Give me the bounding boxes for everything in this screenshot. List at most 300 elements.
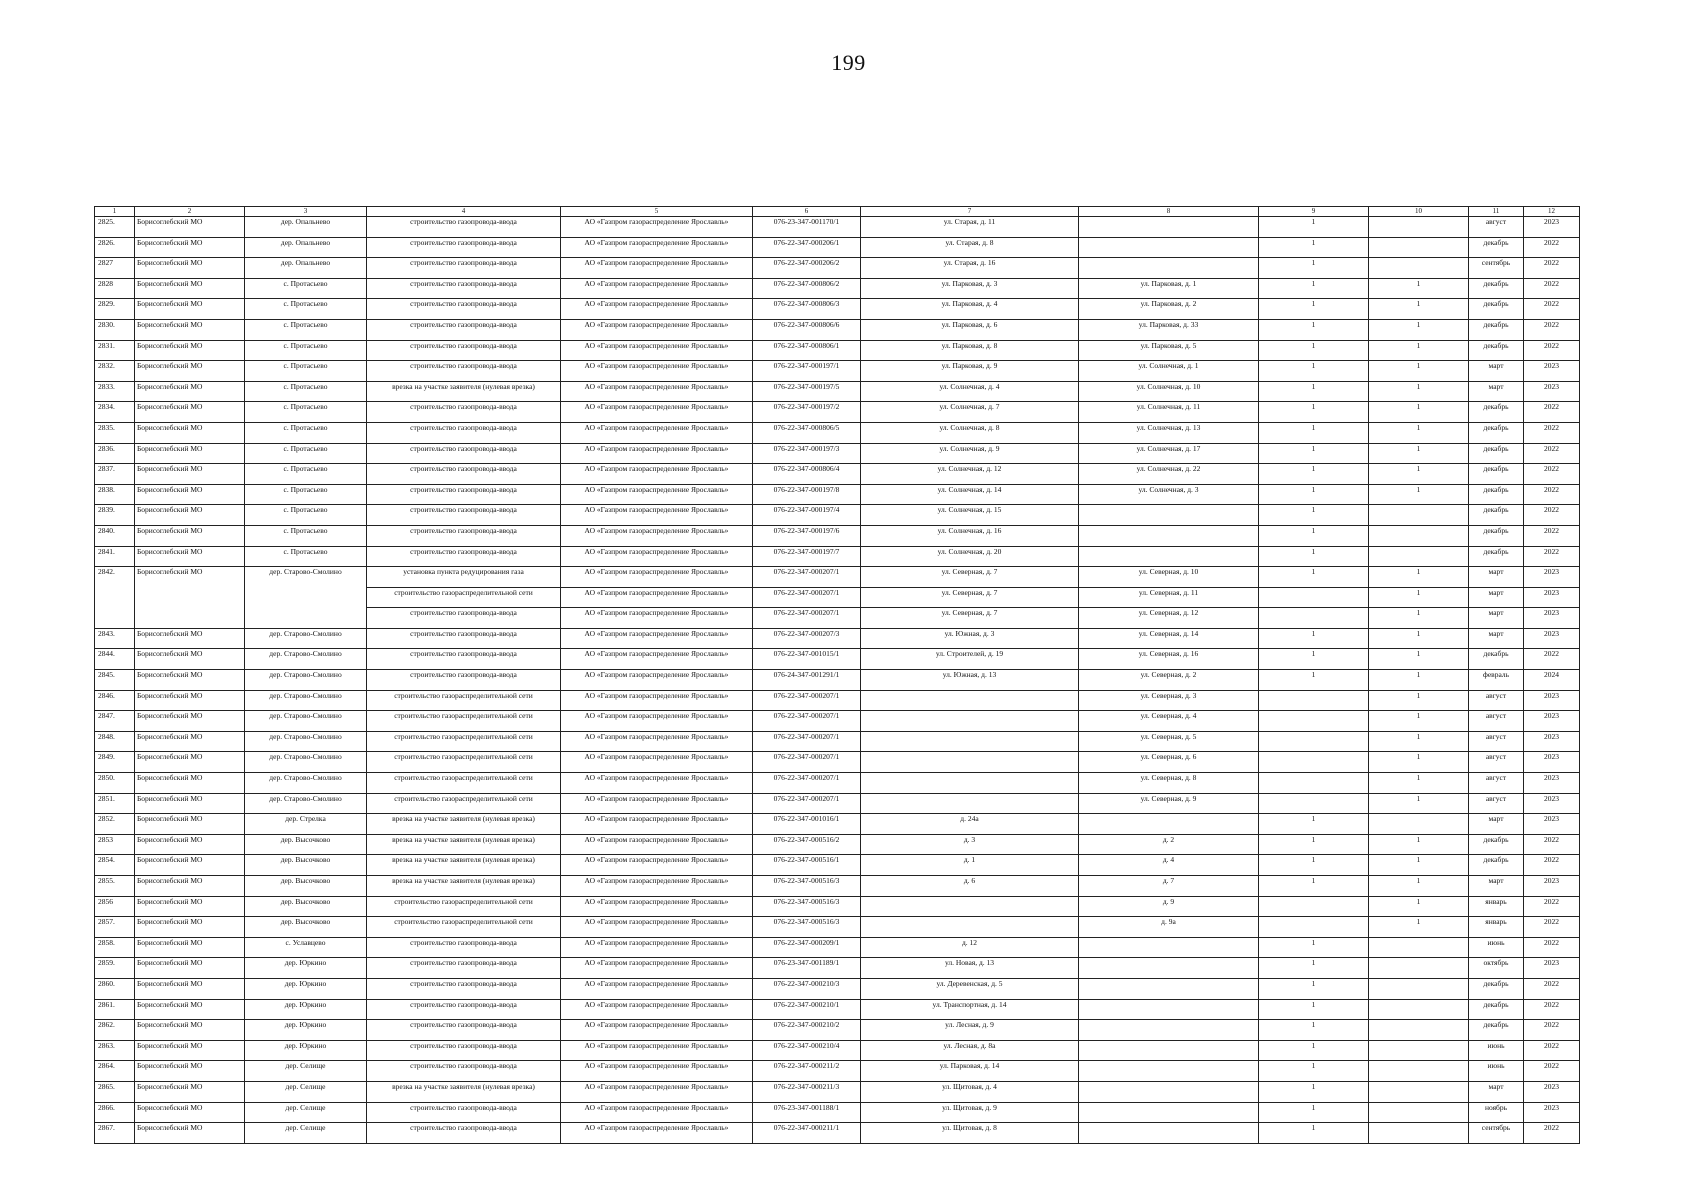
row-number: 2835. xyxy=(95,422,135,443)
table-row xyxy=(95,1081,1580,1102)
organization: АО «Газпром газораспределение Ярославль» xyxy=(561,670,753,691)
address-col8 xyxy=(1079,546,1259,567)
row-number: 2829. xyxy=(95,299,135,320)
month: август xyxy=(1469,793,1524,814)
row-number: 2828 xyxy=(95,278,135,299)
work-type: строительство газопровода-ввода xyxy=(367,1061,561,1082)
table-row xyxy=(95,443,1580,464)
count-col9: 1 xyxy=(1259,484,1369,505)
document-number: 076-22-347-000207/1 xyxy=(753,690,861,711)
address-col7: ул. Лесная, д. 9 xyxy=(861,1020,1079,1041)
document-number: 076-22-347-000207/1 xyxy=(753,587,861,608)
address-col7: ул. Парковая, д. 9 xyxy=(861,361,1079,382)
address-col8: ул. Северная, д. 6 xyxy=(1079,752,1259,773)
count-col9: 1 xyxy=(1259,340,1369,361)
municipality: Борисоглебский МО xyxy=(135,278,245,299)
count-col9 xyxy=(1259,587,1369,608)
count-col10: 1 xyxy=(1369,793,1469,814)
settlement: дер. Селище xyxy=(245,1081,367,1102)
address-col8 xyxy=(1079,1020,1259,1041)
row-number: 2847. xyxy=(95,711,135,732)
address-col7: ул. Деревенская, д. 5 xyxy=(861,978,1079,999)
row-number: 2850. xyxy=(95,773,135,794)
work-type: строительство газораспределительной сети xyxy=(367,752,561,773)
work-type: врезка на участке заявителя (нулевая врезка) xyxy=(367,1081,561,1102)
document-number: 076-22-347-000210/3 xyxy=(753,978,861,999)
organization: АО «Газпром газораспределение Ярославль» xyxy=(561,773,753,794)
count-col9: 1 xyxy=(1259,299,1369,320)
address-col8: ул. Северная, д. 9 xyxy=(1079,793,1259,814)
settlement: дер. Опальнево xyxy=(245,237,367,258)
year: 2022 xyxy=(1524,937,1580,958)
column-header: 2 xyxy=(135,207,245,217)
settlement: дер. Старово-Смолино xyxy=(245,690,367,711)
address-col7 xyxy=(861,731,1079,752)
year: 2023 xyxy=(1524,1102,1580,1123)
year: 2022 xyxy=(1524,1040,1580,1061)
municipality: Борисоглебский МО xyxy=(135,855,245,876)
page-number: 199 xyxy=(831,50,866,75)
municipality: Борисоглебский МО xyxy=(135,711,245,732)
table-row xyxy=(95,1040,1580,1061)
row-number: 2848. xyxy=(95,731,135,752)
row-number: 2860. xyxy=(95,978,135,999)
address-col7: ул. Солнечная, д. 14 xyxy=(861,484,1079,505)
count-col10: 1 xyxy=(1369,711,1469,732)
document-number: 076-22-347-000207/1 xyxy=(753,773,861,794)
row-number: 2836. xyxy=(95,443,135,464)
address-col8: ул. Северная, д. 3 xyxy=(1079,690,1259,711)
work-type: строительство газопровода-ввода xyxy=(367,978,561,999)
work-type: строительство газопровода-ввода xyxy=(367,628,561,649)
address-col8: ул. Северная, д. 16 xyxy=(1079,649,1259,670)
count-col10: 1 xyxy=(1369,896,1469,917)
work-type: строительство газопровода-ввода xyxy=(367,422,561,443)
table-row xyxy=(95,999,1580,1020)
organization: АО «Газпром газораспределение Ярославль» xyxy=(561,1081,753,1102)
address-col8: ул. Солнечная, д. 22 xyxy=(1079,464,1259,485)
municipality: Борисоглебский МО xyxy=(135,876,245,897)
year: 2023 xyxy=(1524,793,1580,814)
document-number: 076-22-347-000211/1 xyxy=(753,1123,861,1144)
month: декабрь xyxy=(1469,978,1524,999)
document-number: 076-22-347-000197/3 xyxy=(753,443,861,464)
settlement: дер. Высочково xyxy=(245,834,367,855)
table-row xyxy=(95,464,1580,485)
month: январь xyxy=(1469,917,1524,938)
organization: АО «Газпром газораспределение Ярославль» xyxy=(561,999,753,1020)
count-col9: 1 xyxy=(1259,505,1369,526)
municipality: Борисоглебский МО xyxy=(135,340,245,361)
organization: АО «Газпром газораспределение Ярославль» xyxy=(561,752,753,773)
work-type: строительство газораспределительной сети xyxy=(367,711,561,732)
organization: АО «Газпром газораспределение Ярославль» xyxy=(561,381,753,402)
address-col7 xyxy=(861,690,1079,711)
address-col8 xyxy=(1079,999,1259,1020)
settlement: дер. Старово-Смолино xyxy=(245,793,367,814)
count-col9: 1 xyxy=(1259,402,1369,423)
organization: АО «Газпром газораспределение Ярославль» xyxy=(561,464,753,485)
address-col8: ул. Солнечная, д. 11 xyxy=(1079,402,1259,423)
document-number: 076-22-347-000197/8 xyxy=(753,484,861,505)
count-col9 xyxy=(1259,752,1369,773)
organization: АО «Газпром газораспределение Ярославль» xyxy=(561,1020,753,1041)
municipality: Борисоглебский МО xyxy=(135,814,245,835)
year: 2022 xyxy=(1524,484,1580,505)
settlement: дер. Старово-Смолино xyxy=(245,731,367,752)
work-type: строительство газопровода-ввода xyxy=(367,1123,561,1144)
column-header: 12 xyxy=(1524,207,1580,217)
year: 2023 xyxy=(1524,567,1580,588)
row-number: 2832. xyxy=(95,361,135,382)
row-number: 2825. xyxy=(95,217,135,238)
address-col8: ул. Парковая, д. 1 xyxy=(1079,278,1259,299)
address-col7: ул. Старая, д. 11 xyxy=(861,217,1079,238)
count-col10: 1 xyxy=(1369,361,1469,382)
count-col10 xyxy=(1369,1061,1469,1082)
year: 2022 xyxy=(1524,649,1580,670)
row-number: 2858. xyxy=(95,937,135,958)
year: 2022 xyxy=(1524,546,1580,567)
organization: АО «Газпром газораспределение Ярославль» xyxy=(561,896,753,917)
count-col10: 1 xyxy=(1369,731,1469,752)
municipality: Борисоглебский МО xyxy=(135,773,245,794)
row-number: 2866. xyxy=(95,1102,135,1123)
settlement: с. Уславцево xyxy=(245,937,367,958)
municipality: Борисоглебский МО xyxy=(135,443,245,464)
count-col9: 1 xyxy=(1259,525,1369,546)
table-row xyxy=(95,319,1580,340)
settlement: с. Протасьево xyxy=(245,299,367,320)
address-col8: д. 2 xyxy=(1079,834,1259,855)
table-row xyxy=(95,1123,1580,1144)
year: 2023 xyxy=(1524,608,1580,629)
organization: АО «Газпром газораспределение Ярославль» xyxy=(561,628,753,649)
count-col10 xyxy=(1369,1123,1469,1144)
municipality: Борисоглебский МО xyxy=(135,896,245,917)
year: 2022 xyxy=(1524,1061,1580,1082)
table-row xyxy=(95,731,1580,752)
address-col8: ул. Солнечная, д. 10 xyxy=(1079,381,1259,402)
count-col10 xyxy=(1369,1020,1469,1041)
settlement: дер. Старово-Смолино xyxy=(245,711,367,732)
count-col9: 1 xyxy=(1259,1020,1369,1041)
count-col9: 1 xyxy=(1259,628,1369,649)
organization: АО «Газпром газораспределение Ярославль» xyxy=(561,608,753,629)
work-type: врезка на участке заявителя (нулевая врезка) xyxy=(367,381,561,402)
address-col8: ул. Северная, д. 10 xyxy=(1079,567,1259,588)
document-number: 076-22-347-000210/2 xyxy=(753,1020,861,1041)
row-number: 2852. xyxy=(95,814,135,835)
table-row xyxy=(95,340,1580,361)
document-number: 076-22-347-000516/3 xyxy=(753,896,861,917)
row-number: 2845. xyxy=(95,670,135,691)
address-col7 xyxy=(861,793,1079,814)
address-col8: д. 9 xyxy=(1079,896,1259,917)
settlement: с. Протасьево xyxy=(245,278,367,299)
table-row xyxy=(95,278,1580,299)
count-col9 xyxy=(1259,690,1369,711)
settlement: дер. Селище xyxy=(245,1123,367,1144)
table-row xyxy=(95,711,1580,732)
document-number: 076-22-347-000806/2 xyxy=(753,278,861,299)
address-col7: ул. Солнечная, д. 7 xyxy=(861,402,1079,423)
count-col9 xyxy=(1259,608,1369,629)
month: сентябрь xyxy=(1469,1123,1524,1144)
organization: АО «Газпром газораспределение Ярославль» xyxy=(561,217,753,238)
count-col10: 1 xyxy=(1369,464,1469,485)
document-number: 076-22-347-000197/1 xyxy=(753,361,861,382)
column-header: 8 xyxy=(1079,207,1259,217)
month: август xyxy=(1469,752,1524,773)
address-col8: ул. Парковая, д. 2 xyxy=(1079,299,1259,320)
municipality: Борисоглебский МО xyxy=(135,381,245,402)
month: декабрь xyxy=(1469,525,1524,546)
document-number: 076-23-347-001170/1 xyxy=(753,217,861,238)
settlement: дер. Высочково xyxy=(245,917,367,938)
address-col7: ул. Лесная, д. 8а xyxy=(861,1040,1079,1061)
table-row xyxy=(95,422,1580,443)
row-number: 2864. xyxy=(95,1061,135,1082)
count-col9: 1 xyxy=(1259,999,1369,1020)
organization: АО «Газпром газораспределение Ярославль» xyxy=(561,711,753,732)
organization: АО «Газпром газораспределение Ярославль» xyxy=(561,1040,753,1061)
address-col8: ул. Северная, д. 14 xyxy=(1079,628,1259,649)
month: июнь xyxy=(1469,937,1524,958)
organization: АО «Газпром газораспределение Ярославль» xyxy=(561,1102,753,1123)
work-type: установка пункта редуцирования газа xyxy=(367,567,561,588)
work-type: строительство газопровода-ввода xyxy=(367,299,561,320)
table-row xyxy=(95,978,1580,999)
organization: АО «Газпром газораспределение Ярославль» xyxy=(561,1061,753,1082)
count-col10 xyxy=(1369,1040,1469,1061)
work-type: строительство газопровода-ввода xyxy=(367,361,561,382)
work-type: строительство газопровода-ввода xyxy=(367,505,561,526)
count-col9: 1 xyxy=(1259,834,1369,855)
month: август xyxy=(1469,773,1524,794)
year: 2023 xyxy=(1524,381,1580,402)
row-number: 2861. xyxy=(95,999,135,1020)
municipality: Борисоглебский МО xyxy=(135,917,245,938)
settlement: с. Протасьево xyxy=(245,484,367,505)
count-col9 xyxy=(1259,917,1369,938)
settlement: дер. Селище xyxy=(245,1102,367,1123)
settlement: дер. Стрелка xyxy=(245,814,367,835)
column-header: 11 xyxy=(1469,207,1524,217)
count-col9: 1 xyxy=(1259,1102,1369,1123)
count-col10: 1 xyxy=(1369,340,1469,361)
municipality: Борисоглебский МО xyxy=(135,690,245,711)
document-number: 076-23-347-001189/1 xyxy=(753,958,861,979)
table-row xyxy=(95,1102,1580,1123)
document-number: 076-22-347-000806/3 xyxy=(753,299,861,320)
address-col7: ул. Парковая, д. 4 xyxy=(861,299,1079,320)
municipality: Борисоглебский МО xyxy=(135,1040,245,1061)
count-col10 xyxy=(1369,258,1469,279)
row-number: 2857. xyxy=(95,917,135,938)
municipality: Борисоглебский МО xyxy=(135,978,245,999)
count-col9: 1 xyxy=(1259,1123,1369,1144)
row-number: 2865. xyxy=(95,1081,135,1102)
table-row xyxy=(95,299,1580,320)
month: декабрь xyxy=(1469,649,1524,670)
year: 2023 xyxy=(1524,217,1580,238)
municipality: Борисоглебский МО xyxy=(135,402,245,423)
municipality: Борисоглебский МО xyxy=(135,237,245,258)
settlement: дер. Селище xyxy=(245,1061,367,1082)
year: 2022 xyxy=(1524,422,1580,443)
address-col7: ул. Старая, д. 16 xyxy=(861,258,1079,279)
work-type: строительство газопровода-ввода xyxy=(367,237,561,258)
table-row xyxy=(95,258,1580,279)
year: 2022 xyxy=(1524,340,1580,361)
work-type: строительство газопровода-ввода xyxy=(367,670,561,691)
year: 2023 xyxy=(1524,587,1580,608)
organization: АО «Газпром газораспределение Ярославль» xyxy=(561,937,753,958)
settlement: с. Протасьево xyxy=(245,505,367,526)
address-col7: ул. Транспортная, д. 14 xyxy=(861,999,1079,1020)
municipality: Борисоглебский МО xyxy=(135,834,245,855)
organization: АО «Газпром газораспределение Ярославль» xyxy=(561,319,753,340)
table-row xyxy=(95,217,1580,238)
count-col9: 1 xyxy=(1259,958,1369,979)
row-number: 2855. xyxy=(95,876,135,897)
table-row xyxy=(95,937,1580,958)
year: 2022 xyxy=(1524,834,1580,855)
table-row xyxy=(95,567,1580,588)
address-col8 xyxy=(1079,978,1259,999)
count-col10 xyxy=(1369,237,1469,258)
count-col10: 1 xyxy=(1369,319,1469,340)
address-col7: ул. Северная, д. 7 xyxy=(861,567,1079,588)
table-row xyxy=(95,505,1580,526)
municipality: Борисоглебский МО xyxy=(135,958,245,979)
address-col7: ул. Северная, д. 7 xyxy=(861,608,1079,629)
document-number: 076-22-347-000197/5 xyxy=(753,381,861,402)
month: декабрь xyxy=(1469,402,1524,423)
year: 2022 xyxy=(1524,278,1580,299)
address-col8: ул. Парковая, д. 33 xyxy=(1079,319,1259,340)
count-col10: 1 xyxy=(1369,834,1469,855)
month: декабрь xyxy=(1469,443,1524,464)
row-number: 2833. xyxy=(95,381,135,402)
month: март xyxy=(1469,876,1524,897)
month: декабрь xyxy=(1469,505,1524,526)
settlement: дер. Опальнево xyxy=(245,258,367,279)
count-col10: 1 xyxy=(1369,443,1469,464)
address-col8 xyxy=(1079,937,1259,958)
count-col10: 1 xyxy=(1369,917,1469,938)
address-col8: д. 4 xyxy=(1079,855,1259,876)
address-col8: ул. Солнечная, д. 17 xyxy=(1079,443,1259,464)
municipality: Борисоглебский МО xyxy=(135,505,245,526)
row-number: 2859. xyxy=(95,958,135,979)
count-col10: 1 xyxy=(1369,484,1469,505)
municipality: Борисоглебский МО xyxy=(135,628,245,649)
month: декабрь xyxy=(1469,422,1524,443)
year: 2024 xyxy=(1524,670,1580,691)
table-row xyxy=(95,958,1580,979)
document-number: 076-22-347-000207/3 xyxy=(753,628,861,649)
year: 2022 xyxy=(1524,896,1580,917)
address-col7: ул. Южная, д. 13 xyxy=(861,670,1079,691)
work-type: строительство газопровода-ввода xyxy=(367,340,561,361)
organization: АО «Газпром газораспределение Ярославль» xyxy=(561,814,753,835)
organization: АО «Газпром газораспределение Ярославль» xyxy=(561,278,753,299)
organization: АО «Газпром газораспределение Ярославль» xyxy=(561,731,753,752)
work-type: строительство газопровода-ввода xyxy=(367,649,561,670)
address-col7: ул. Солнечная, д. 9 xyxy=(861,443,1079,464)
address-col7: ул. Парковая, д. 6 xyxy=(861,319,1079,340)
document-number: 076-22-347-000207/1 xyxy=(753,567,861,588)
organization: АО «Газпром газораспределение Ярославль» xyxy=(561,917,753,938)
month: декабрь xyxy=(1469,1020,1524,1041)
municipality: Борисоглебский МО xyxy=(135,464,245,485)
year: 2023 xyxy=(1524,361,1580,382)
work-type: врезка на участке заявителя (нулевая врезка) xyxy=(367,855,561,876)
month: март xyxy=(1469,628,1524,649)
count-col9: 1 xyxy=(1259,876,1369,897)
column-header: 5 xyxy=(561,207,753,217)
column-number-row xyxy=(95,207,1580,217)
table-row xyxy=(95,814,1580,835)
month: декабрь xyxy=(1469,999,1524,1020)
work-type: врезка на участке заявителя (нулевая врезка) xyxy=(367,834,561,855)
organization: АО «Газпром газораспределение Ярославль» xyxy=(561,876,753,897)
address-col7: ул. Парковая, д. 8 xyxy=(861,340,1079,361)
table-row xyxy=(95,876,1580,897)
count-col10 xyxy=(1369,1102,1469,1123)
year: 2023 xyxy=(1524,1081,1580,1102)
table-row xyxy=(95,670,1580,691)
organization: АО «Газпром газораспределение Ярославль» xyxy=(561,258,753,279)
organization: АО «Газпром газораспределение Ярославль» xyxy=(561,422,753,443)
count-col10: 1 xyxy=(1369,381,1469,402)
count-col9: 1 xyxy=(1259,278,1369,299)
municipality: Борисоглебский МО xyxy=(135,299,245,320)
table-row xyxy=(95,896,1580,917)
column-header: 10 xyxy=(1369,207,1469,217)
year: 2022 xyxy=(1524,1020,1580,1041)
year: 2023 xyxy=(1524,628,1580,649)
table-row xyxy=(95,361,1580,382)
year: 2023 xyxy=(1524,752,1580,773)
count-col9 xyxy=(1259,793,1369,814)
organization: АО «Газпром газораспределение Ярославль» xyxy=(561,834,753,855)
month: март xyxy=(1469,814,1524,835)
address-col8 xyxy=(1079,237,1259,258)
address-col7: ул. Щитовая, д. 9 xyxy=(861,1102,1079,1123)
table-row xyxy=(95,793,1580,814)
row-number: 2827 xyxy=(95,258,135,279)
address-col7: ул. Парковая, д. 3 xyxy=(861,278,1079,299)
work-type: строительство газопровода-ввода xyxy=(367,443,561,464)
count-col9: 1 xyxy=(1259,217,1369,238)
settlement: дер. Старово-Смолино xyxy=(245,628,367,649)
organization: АО «Газпром газораспределение Ярославль» xyxy=(561,978,753,999)
settlement: дер. Высочково xyxy=(245,876,367,897)
address-col8 xyxy=(1079,217,1259,238)
count-col10: 1 xyxy=(1369,299,1469,320)
settlement: дер. Старово-Смолино xyxy=(245,670,367,691)
count-col10: 1 xyxy=(1369,422,1469,443)
address-col8 xyxy=(1079,1102,1259,1123)
table-row xyxy=(95,649,1580,670)
address-col7: ул. Солнечная, д. 8 xyxy=(861,422,1079,443)
count-col10: 1 xyxy=(1369,587,1469,608)
column-header: 1 xyxy=(95,207,135,217)
count-col10: 1 xyxy=(1369,649,1469,670)
